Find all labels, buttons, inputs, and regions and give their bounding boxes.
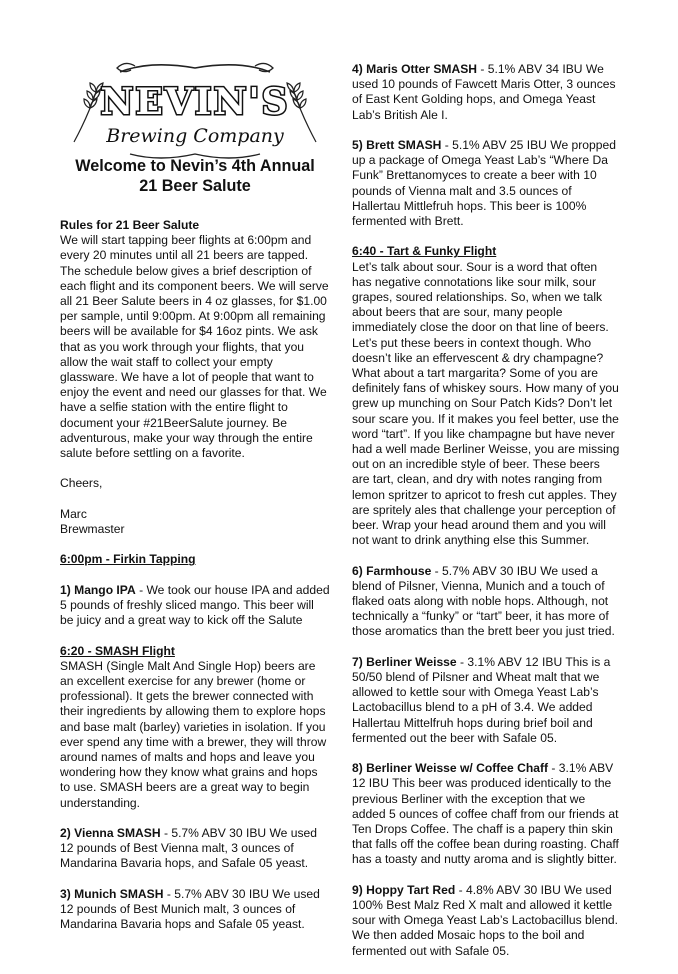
- rules-body: We will start tapping beer flights at 6:00pm and every 20 minutes until all 21 beers are tapped. The schedule below gives a brief description of each flight and its component beers. We will serve all 21 Beer Salute beers in 4 oz glasses, for $1.00 per sample, until 9:00pm. At 9:00pm all remaining beers will be available for $4 16oz pints. We ask that as you work through your flights, that you allow the wait staff to collect your empty glassware. We have a lot of people that want to enjoy the event and need our glasses for that. We have a selfie station with the entire flight to document your #21BeerSalute journey. Be adventurous, make your way through the entire salute before settling on a favorite.: [60, 233, 329, 461]
- beer-1-desc: - We took our house IPA and added 5 pounds of freshly sliced mango. This beer will be juicy and a great way to kick off the Salute: [60, 582, 330, 628]
- flight1-heading: 6:00pm - Firkin Tapping: [60, 552, 196, 567]
- logo-graphic: [60, 58, 330, 200]
- beer-8: [352, 761, 620, 867]
- beer-6-desc: - 5.7% ABV 30 IBU We used a blend of Pilsner, Vienna, Munich and a touch of flaked oats along with noble hops. Although, not technically a “funky” or “tart” beer, it has more of those aromatics than the brett beer you just tried.: [352, 563, 615, 639]
- title-line-1: Welcome to Nevin’s 4th Annual: [75, 157, 315, 175]
- flight3-heading: 6:40 - Tart & Funky Flight: [352, 244, 497, 259]
- beer-8-name: 8) Berliner Weisse w/ Coffee Chaff: [352, 761, 549, 776]
- beer-9: [352, 883, 620, 959]
- beer-2-name: 2) Vienna SMASH: [60, 826, 161, 841]
- beer-7-desc: - 3.1% ABV 12 IBU This is a 50/50 blend of Pilsner and Wheat malt that we allowed to kettle sour with Omega Yeast Lab’s Lactobacillus blend to a pH of 3.4. We added Hallertau Mittelfruh hops during brief boil and fermented out the beer with Safale 05.: [352, 654, 611, 745]
- beer-5-name: 5) Brett SMASH: [352, 138, 442, 152]
- signoff-name: Marc: [60, 506, 87, 521]
- beer-7: [352, 655, 620, 746]
- beer-6: [352, 564, 620, 640]
- beer-4-name: 4) Maris Otter SMASH: [352, 62, 477, 76]
- beer-9-name: 9) Hoppy Tart Red: [352, 882, 456, 897]
- flight2-heading: 6:20 - SMASH Flight: [60, 643, 175, 658]
- beer-7-name: 7) Berliner Weisse: [352, 654, 457, 669]
- signoff-role: Brewmaster: [60, 522, 125, 537]
- flight3-intro: Let’s talk about sour. Sour is a word that often has negative connotations like sour milk, sour grapes, soured relationships. So, when we talk about beers that are sour, many people immediately close the door on that line of beers. Let’s put these beers in context though. Who doesn’t like an effervescent & dry champagne? What about a tart margarita? Some of you are definitely fans of whiskey sours. How many of you grew up munching on Sour Patch Kids? Don’t let sour scare you. If it makes you feel better, use the word “tart”. If you like champagne but have never had a well made Berliner Weisse, you are missing out on an incredible style of beer. These beers are tart, clean, and dry with notes ranging from lemon spritzer to apricot to fresh cut apples. They are spritely ales that challenge your perception of beer. Wrap your head around them and you will not want to drink anything else this Summer.: [352, 259, 620, 548]
- logo-name: NEVIN'S: [100, 81, 290, 123]
- beer-3-desc: - 5.7% ABV 30 IBU We used 12 pounds of Best Munich malt, 3 ounces of Mandarina Bavaria hops and Safale 05 yeast.: [60, 886, 320, 932]
- beer-4-desc: - 5.1% ABV 34 IBU We used 10 pounds of Fawcett Maris Otter, 3 ounces of East Kent Golding hops, and Omega Yeast Lab’s British Ale I.: [352, 62, 616, 122]
- beer-3-name: 3) Munich SMASH: [60, 886, 164, 901]
- beer-9-desc: - 4.8% ABV 30 IBU We used 100% Best Malz Red X malt and allowed it kettle sour with Omega Yeast Lab’s Lactobacillus blend. We then added Mosaic hops to the boil and fermented out with Safale 05.: [352, 882, 619, 958]
- signoff-cheers: Cheers,: [60, 476, 103, 491]
- beer-2-desc: - 5.7% ABV 30 IBU We used 12 pounds of Best Vienna malt, 3 ounces of Mandarina Bavaria hops, and Safale 05 yeast.: [60, 826, 317, 871]
- beer-5-desc: - 5.1% ABV 25 IBU We propped up a package of Omega Yeast Lab’s “Where Da Funk” Brettanomyces to create a beer with 10 pounds of Vienna malt and 3.5 ounces of Hallertau Mittlefruh hops. This beer is 100% fermented with Brett.: [352, 138, 616, 229]
- title-line-2: 21 Beer Salute: [139, 177, 251, 195]
- rules-heading: Rules for 21 Beer Salute: [60, 218, 200, 232]
- right-column: [352, 62, 620, 974]
- brewery-logo: [60, 58, 330, 200]
- beer-4: [352, 62, 620, 123]
- left-column: [60, 0, 330, 948]
- beer-2: [60, 826, 330, 872]
- beer-5: [352, 138, 620, 229]
- beer-1-name: 1) Mango IPA: [60, 582, 136, 597]
- flight2-intro: SMASH (Single Malt And Single Hop) beers are an excellent exercise for any brewer (home or professional). It gets the brewer connected with their ingredients by allowing them to explore hops and base malt (barley) varieties in isolation. If you ever spend any time with a brewer, they will throw around names of malts and hops and leave you wondering how they know what grains and hops to use. SMASH beers are a great way to begin understanding.: [60, 658, 327, 810]
- logo-tagline: Brewing Company: [106, 125, 284, 147]
- beer-1: [60, 583, 330, 629]
- beer-8-desc: - 3.1% ABV 12 IBU This beer was produced identically to the previous Berliner with the exception that we added 5 ounces of coffee chaff from our friends at Ten Drops Coffee. The chaff is a papery thin skin that falls off the coffee bean during roasting. Chaff has a toasty and nutty aroma and is slightly bitter.: [352, 761, 619, 867]
- beer-3: [60, 887, 330, 933]
- beer-6-name: 6) Farmhouse: [352, 563, 432, 578]
